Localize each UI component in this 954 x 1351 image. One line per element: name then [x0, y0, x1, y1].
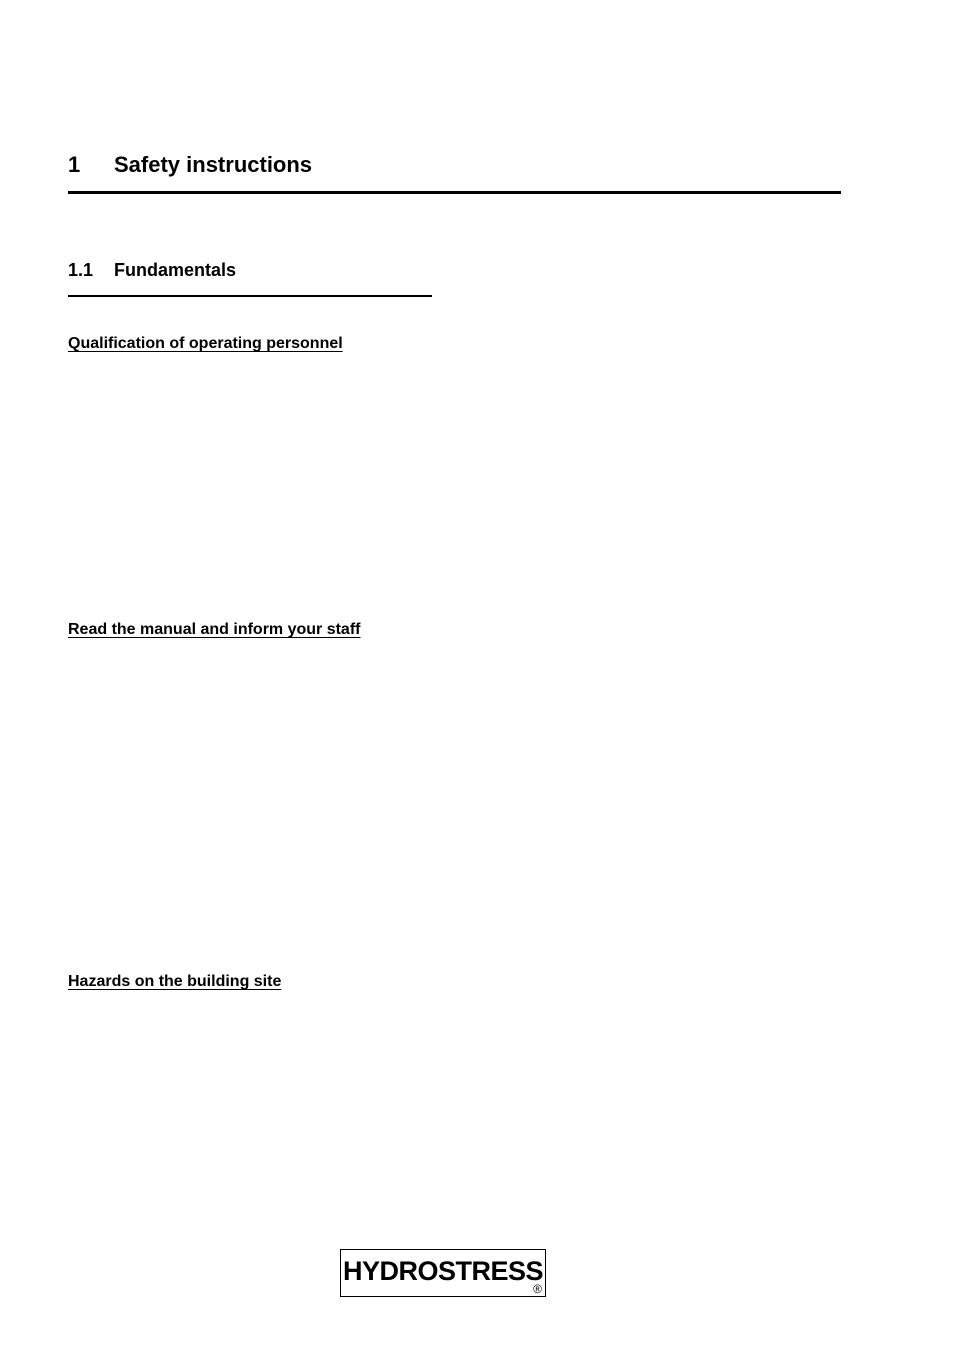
chapter-heading — [68, 150, 841, 194]
registered-mark: ® — [533, 1282, 542, 1296]
section-heading — [68, 258, 432, 297]
subheading-read-manual: Read the manual and inform your staff — [68, 621, 361, 638]
subheading-qualification: Qualification of operating personnel — [68, 335, 343, 352]
logo-text: HYDROSTRESS — [342, 1256, 544, 1286]
subheading-hazards: Hazards on the building site — [68, 973, 282, 990]
hydrostress-logo — [340, 1249, 546, 1297]
chapter-number: 1 — [68, 152, 81, 177]
section-number: 1.1 — [68, 260, 94, 280]
chapter-title: Safety instructions — [114, 152, 313, 177]
section-title: Fundamentals — [114, 260, 237, 280]
